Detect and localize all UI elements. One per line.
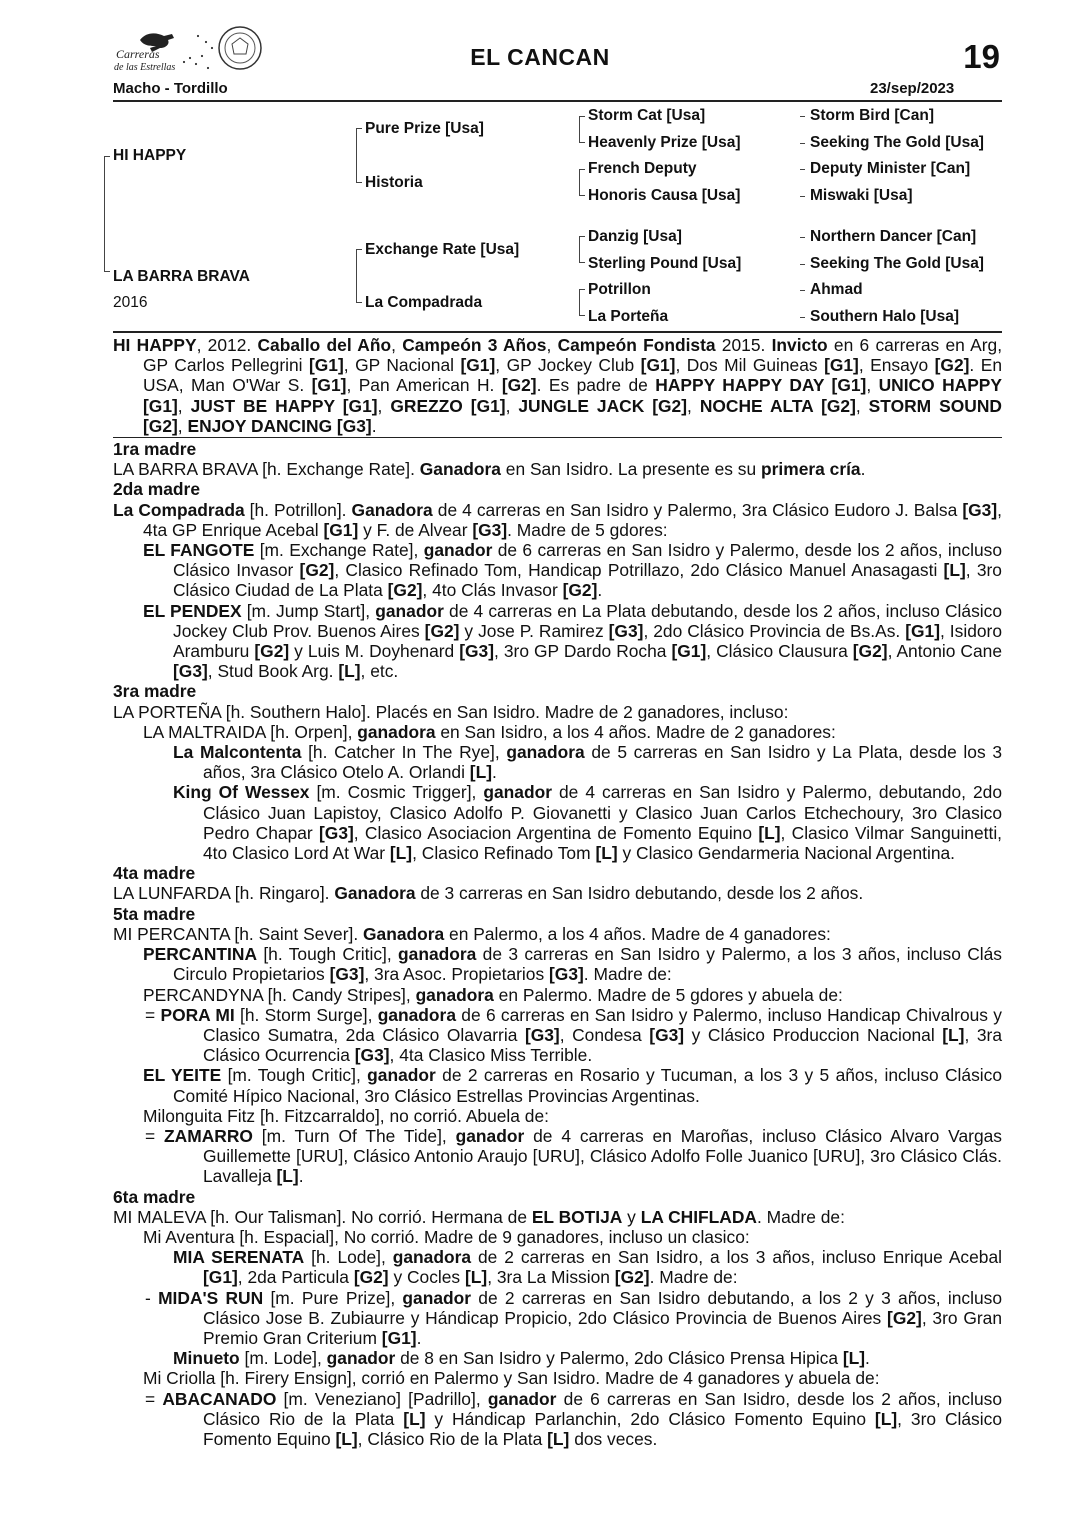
carreras-de-las-estrellas-logo	[112, 24, 277, 80]
text-run: y Clásico Produccion Nacional	[684, 1024, 943, 1045]
bold-text-run: MIA SERENATA	[173, 1247, 305, 1268]
bold-text-run: ganador	[423, 540, 493, 561]
bold-text-run: GREZZO [G1]	[390, 395, 506, 416]
sire-dam: Historia	[365, 174, 423, 191]
sire-paragraph	[113, 335, 1002, 436]
text-run: .	[298, 1166, 304, 1187]
produce-entry	[113, 1288, 1002, 1349]
bold-text-run: [G2]	[424, 620, 460, 641]
bold-text-run: HAPPY HAPPY DAY [G1]	[655, 375, 867, 396]
text-run: , 3ra Clásico Ocurrencia	[203, 1024, 1002, 1066]
foal-year: 2016	[113, 294, 148, 311]
text-run: , etc.	[360, 661, 399, 682]
text-run: . Madre de 5 gdores:	[507, 519, 668, 540]
text-run: , 2da Particula	[237, 1267, 354, 1288]
bold-text-run: JUST BE HAPPY [G1]	[190, 395, 378, 416]
bold-text-run: PERCANTINA	[143, 944, 258, 965]
text-run: =	[145, 1125, 165, 1146]
text-run: .	[860, 459, 866, 480]
bold-text-run: [L]	[547, 1428, 570, 1449]
produce-entry	[113, 1005, 1002, 1066]
dam-sire: Exchange Rate [Usa]	[365, 241, 520, 258]
text-run: y Hándicap Parlanchin, 2do Clásico Fomento Equino	[425, 1408, 875, 1429]
bold-text-run: [G3]	[329, 964, 365, 985]
fourth-dam-paragraph	[113, 883, 1002, 903]
bold-text-run: ganadora	[357, 721, 436, 742]
text-run: , Dos Mil Guineas	[675, 355, 825, 376]
text-run: =	[145, 1004, 161, 1025]
sex-color-label: Macho - Tordillo	[113, 80, 228, 97]
bold-text-run: [G1]	[323, 519, 359, 540]
text-run: en Palermo, a los 4 años. Madre de 4 ganadores:	[444, 923, 831, 944]
bold-text-run: LA CHIFLADA	[640, 1206, 757, 1227]
text-run: Milonguita Fitz [h. Fitzcarraldo], no corrió. Abuela de:	[143, 1105, 549, 1126]
bold-text-run: ganador	[483, 782, 552, 803]
text-run: , Stud Book Arg.	[207, 661, 339, 682]
text-run: de 3 carreras en San Isidro debutando, desde los 2 años.	[415, 883, 864, 904]
text-run: de 8 en San Isidro y Palermo, 2do Clásico Prensa Hipica	[395, 1348, 843, 1369]
bold-text-run: [G2]	[299, 560, 335, 581]
pedigree-g3: Storm Cat [Usa]	[588, 107, 706, 124]
text-run: y Cocles	[388, 1267, 465, 1288]
produce-entry	[113, 601, 1002, 682]
text-run: , 3ra Asoc. Propietarios	[364, 964, 549, 985]
bold-text-run: NOCHE ALTA [G2]	[699, 395, 856, 416]
bold-text-run: [G1]	[671, 641, 707, 662]
bold-text-run: [L]	[595, 843, 618, 864]
pedigree-g3: French Deputy	[588, 160, 697, 177]
bold-text-run: [G2]	[501, 375, 537, 396]
text-run: =	[145, 1388, 163, 1409]
text-run: , Clasico Vilmar Sanguinetti, 4to Clasico Lord At War	[203, 822, 1003, 864]
bold-text-run: EL FANGOTE	[143, 540, 255, 561]
bold-text-run: [G1]	[640, 355, 676, 376]
text-run: [m. Exchange Rate],	[254, 540, 424, 561]
produce-entry	[113, 944, 1002, 984]
bold-text-run: Ganadora	[334, 883, 416, 904]
bold-text-run: [G2]	[353, 1267, 389, 1288]
pedigree-bracket	[579, 289, 580, 316]
text-run: [m. Cosmic Trigger],	[309, 782, 484, 803]
text-run: de 4 carreras en San Isidro y Palermo, 3ra Clásico Eudoro J. Balsa	[432, 499, 963, 520]
produce-entry	[113, 1106, 1002, 1126]
text-run: 2015.	[715, 335, 772, 355]
text-run: , Clásico Rio de la Plata	[357, 1428, 548, 1449]
bold-text-run: Ganadora	[363, 923, 445, 944]
text-run: en 6 carreras en Arg, GP Carlos Pellegrini	[143, 335, 1003, 376]
bold-text-run: STORM SOUND [G2]	[143, 395, 1002, 436]
bold-text-run: EL PENDEX	[143, 600, 242, 621]
text-run: de 3 carreras en San Isidro y Palermo, a los 3 años, incluso Clás Circulo Propietarios	[173, 944, 1003, 985]
text-run: Mi Aventura [h. Espacial], No corrió. Madre de 9 ganadores, incluso un clasico:	[143, 1226, 750, 1247]
bold-text-run: Campeón 3 Años	[402, 335, 547, 355]
text-run: y F. de Alvear	[358, 519, 473, 540]
pedigree-g3: Heavenly Prize [Usa]	[588, 134, 741, 151]
text-run: , Isidoro Aramburu	[173, 620, 1003, 662]
text-run: , Ensayo	[858, 355, 935, 376]
first-dam-paragraph	[113, 459, 1002, 479]
bold-text-run: [G1]	[203, 1267, 238, 1288]
bold-text-run: [G3]	[173, 661, 208, 682]
bold-text-run: ganadora	[415, 984, 494, 1005]
produce-entry	[113, 742, 1002, 782]
bold-text-run: [L]	[469, 762, 493, 783]
pedigree-g4: Deputy Minister [Can]	[810, 160, 971, 177]
text-run: ,	[855, 395, 869, 416]
bold-text-run: Ganadora	[419, 459, 501, 480]
heading-2da-madre: 2da madre	[113, 479, 200, 500]
sire-sire: Pure Prize [Usa]	[365, 120, 484, 137]
bold-text-run: [G3]	[549, 964, 584, 985]
text-run: ,	[177, 395, 191, 416]
horse-name-title: EL CANCAN	[470, 44, 610, 70]
text-run: en San Isidro, a los 4 años. Madre de 2 ganadores:	[435, 721, 836, 742]
text-run: , 3ro Clásico Fomento Equino	[203, 1408, 1002, 1449]
bold-text-run: [G2]	[887, 1307, 922, 1328]
bold-text-run: [L]	[335, 1428, 358, 1449]
bold-text-run: [G2]	[387, 580, 423, 601]
text-run: .	[597, 580, 603, 601]
produce-entry	[113, 1389, 1002, 1450]
text-run: MI MALEVA [h. Our Talisman]. No corrió. Hermana de	[113, 1206, 532, 1227]
text-run: , 3ro Gran Premio Gran Criterium	[203, 1307, 1002, 1348]
pedigree-g4: Northern Dancer [Can]	[810, 228, 977, 245]
sixth-dam-paragraph	[113, 1207, 1002, 1227]
text-run: . Es padre de	[536, 375, 656, 396]
text-run: LA PORTEÑA [h. Southern Halo]. Placés en San Isidro. Madre de 2 ganadores, incluso:	[113, 701, 789, 722]
text-run: de 4 carreras en La Plata debutando, desde los 2 años, incluso Clásico Jockey Club Prov. Buenos Aires	[173, 600, 1002, 641]
text-run: , Antonio Cane	[887, 641, 1003, 662]
bold-text-run: JUNGLE JACK [G2]	[518, 395, 688, 416]
text-run: ,	[687, 395, 700, 416]
text-run: , GP Nacional	[343, 355, 461, 376]
text-run: ,	[377, 395, 391, 416]
svg-text:de las Estrellas: de las Estrellas	[114, 62, 176, 73]
text-run: , 4ta GP Enrique Acebal	[143, 499, 1002, 540]
bold-text-run: PORA MI	[160, 1004, 235, 1025]
text-run: , Clasico Refinado Tom, Handicap Potrillazo, 2do Clásico Manuel Anasagasti	[334, 560, 944, 581]
text-run: de 2 carreras en San Isidro, a los 3 años, incluso Enrique Acebal	[471, 1247, 1002, 1268]
text-run: , GP Jockey Club	[495, 355, 641, 376]
pedigree-g3: Danzig [Usa]	[588, 228, 682, 245]
bold-text-run: ganador	[326, 1348, 396, 1369]
text-run: , 4to Clás Invasor	[422, 580, 563, 601]
produce-entry	[113, 1348, 1002, 1368]
text-run: , 4ta Clasico Miss Terrible.	[389, 1045, 593, 1066]
produce-entry	[113, 782, 1002, 863]
bold-text-run: ganador	[455, 1125, 525, 1146]
text-run: en San Isidro. La presente es su	[500, 459, 762, 480]
header-divider	[113, 100, 1002, 102]
text-run: [m. Veneziano] [Padrillo],	[276, 1388, 488, 1409]
dam-name: LA BARRA BRAVA	[113, 268, 250, 285]
text-run: [h. Lode],	[304, 1247, 393, 1268]
bold-text-run: [G3]	[319, 822, 354, 843]
text-run: [m. Pure Prize],	[263, 1287, 403, 1308]
text-run: de 2 carreras en Rosario y Tucuman, a los 3 y 5 años, incluso Clásico Comité Hípico Nacional, 3ro Clásico Estrellas Provincias Argentinas.	[173, 1065, 1002, 1106]
text-run: [h. Tough Critic],	[257, 944, 399, 965]
bold-text-run: Ganadora	[351, 499, 433, 520]
bold-text-run: Campeón Fondista	[557, 335, 716, 355]
bold-text-run: [G1]	[905, 620, 941, 641]
text-run: .	[371, 415, 377, 436]
text-run: ,	[177, 415, 188, 436]
bold-text-run: [G2]	[852, 641, 888, 662]
bold-text-run: [L]	[874, 1408, 898, 1429]
bold-text-run: EL YEITE	[143, 1065, 222, 1086]
bold-text-run: [G2]	[614, 1267, 650, 1288]
pedigree-g4: Storm Bird [Can]	[810, 107, 934, 124]
text-run: , 2012.	[196, 335, 258, 355]
bold-text-run: [G3]	[354, 1045, 390, 1066]
text-run: , Clasico Asociacion Argentina de Fomento Equino	[353, 822, 759, 843]
bold-text-run: [L]	[403, 1408, 426, 1429]
pedigree-g4: Seeking The Gold [Usa]	[810, 134, 984, 151]
text-run: .	[416, 1327, 422, 1348]
bold-text-run: Caballo del Año	[257, 335, 392, 355]
bold-text-run: [G2]	[254, 641, 290, 662]
text-run: y Jose P. Ramirez	[459, 620, 609, 641]
text-run: [m. Lode],	[239, 1348, 327, 1369]
pedigree-bracket	[356, 249, 357, 303]
pedigree-g4: Seeking The Gold [Usa]	[810, 255, 984, 272]
bold-text-run: [L]	[842, 1348, 866, 1369]
bold-text-run: La Compadrada	[113, 499, 245, 520]
bold-text-run: King Of Wessex	[173, 782, 310, 803]
bold-text-run: Minueto	[173, 1348, 240, 1369]
sire-name: HI HAPPY	[113, 147, 187, 164]
text-run: ,	[391, 335, 403, 355]
text-run: [h. Catcher In The Rye],	[301, 742, 507, 763]
bold-text-run: [G3]	[524, 1024, 560, 1045]
text-run: de 6 carreras en San Isidro y Palermo, desde los 2 años, incluso Clásico Invasor	[173, 540, 1003, 581]
svg-text:Carreras: Carreras	[116, 47, 160, 61]
text-run: . Madre de:	[583, 964, 672, 985]
pedigree-divider	[113, 331, 1002, 333]
bold-text-run: [L]	[464, 1267, 488, 1288]
text-run: -	[145, 1287, 159, 1308]
third-dam-paragraph	[113, 702, 1002, 722]
heading-5ta-madre: 5ta madre	[113, 903, 196, 924]
text-run: , Condesa	[559, 1024, 650, 1045]
bold-text-run: [G3]	[608, 620, 644, 641]
bold-text-run: HI HAPPY	[113, 335, 197, 355]
bold-text-run: ganador	[402, 1287, 472, 1308]
text-run: PERCANDYNA [h. Candy Stripes],	[143, 984, 416, 1005]
text-run: LA LUNFARDA [h. Ringaro].	[113, 883, 335, 904]
text-run: en Palermo. Madre de 5 gdores y abuela de:	[493, 984, 843, 1005]
bold-text-run: [G3]	[962, 499, 998, 520]
text-run: ,	[866, 375, 879, 396]
bold-text-run: ganadora	[398, 944, 477, 965]
text-run: ,	[546, 335, 558, 355]
bold-text-run: ENJOY DANCING [G3]	[187, 415, 372, 436]
pedigree-g4: Ahmad	[810, 281, 863, 298]
bold-text-run: [G3]	[459, 641, 495, 662]
bold-text-run: [G2]	[562, 580, 598, 601]
bold-text-run: ganadora	[506, 742, 585, 763]
text-run: LA BARRA BRAVA [h. Exchange Rate].	[113, 459, 420, 480]
text-run: [m. Tough Critic],	[221, 1065, 368, 1086]
page-number: 19	[963, 38, 1000, 75]
bold-text-run: primera cría	[761, 459, 861, 480]
produce-record	[113, 335, 1002, 1449]
bold-text-run: ganadora	[392, 1247, 472, 1268]
heading-6ta-madre: 6ta madre	[113, 1186, 196, 1207]
text-run: y Luis M. Doyhenard	[289, 641, 460, 662]
text-run: . En USA, Man O'War S.	[143, 355, 1002, 396]
pedigree-bracket	[579, 169, 580, 196]
produce-entry	[113, 1247, 1002, 1287]
text-run: . Madre de:	[649, 1267, 738, 1288]
produce-entry	[113, 1065, 1002, 1105]
pedigree-g4: Miswaki [Usa]	[810, 187, 913, 204]
text-run: , Clásico Clausura	[706, 641, 853, 662]
text-run: de 6 carreras en San Isidro, desde los 2 años, incluso Clásico Rio de la Plata	[203, 1388, 1002, 1429]
bold-text-run: ABACANADO	[162, 1388, 277, 1409]
bold-text-run: [G1]	[381, 1327, 417, 1348]
text-run: de 5 carreras en San Isidro y La Plata, desde los 3 años, 3ra Clásico Otelo A. Orlandi	[203, 742, 1002, 783]
produce-entry	[113, 1227, 1002, 1247]
text-run: .	[492, 762, 497, 783]
bold-text-run: [G1]	[311, 375, 347, 396]
bold-text-run: ganador	[367, 1065, 436, 1086]
pedigree-bracket	[579, 236, 580, 263]
text-run: , Clasico Refinado Tom	[412, 843, 596, 864]
pedigree-bracket	[579, 116, 580, 143]
text-run: ,	[505, 395, 519, 416]
bold-text-run: [G3]	[649, 1024, 685, 1045]
bold-text-run: ganador	[375, 600, 444, 621]
heading-3ra-madre: 3ra madre	[113, 681, 197, 702]
heading-1ra-madre: 1ra madre	[113, 439, 197, 460]
pedigree-g3: Sterling Pound [Usa]	[588, 255, 742, 272]
text-run: de 2 carreras en San Isidro debutando, a los 2 y 3 años, incluso Clásico Jose B. Zubiaurre y Hándicap Propicio, 2do Clásico Provincia de Buenos Aires	[203, 1287, 1002, 1328]
bold-text-run: [L]	[276, 1166, 299, 1187]
pedigree-bracket	[356, 128, 357, 183]
bold-text-run: [L]	[338, 661, 361, 682]
text-run: [h. Storm Surge],	[234, 1004, 378, 1025]
text-run: , 3ro GP Dardo Rocha	[494, 641, 672, 662]
bold-text-run: [G1]	[308, 355, 344, 376]
text-run: [m. Jump Start],	[241, 600, 376, 621]
text-run: y Clasico Gendarmeria Nacional Argentina.	[617, 843, 956, 864]
pedigree-bracket	[104, 156, 105, 272]
text-run: [m. Turn Of The Tide],	[252, 1125, 456, 1146]
pedigree-g3: Honoris Causa [Usa]	[588, 187, 741, 204]
text-run: . Madre de:	[756, 1206, 845, 1227]
dam-dam: La Compadrada	[365, 294, 483, 311]
text-run: LA MALTRAIDA [h. Orpen],	[143, 721, 358, 742]
text-run: de 6 carreras en San Isidro y Palermo, incluso Handicap Chivalrous y Clasico Sumatra, 2da Clásico Olavarria	[203, 1004, 1002, 1045]
text-run: de 4 carreras en Maroñas, incluso Clásico Alvaro Vargas Guillemette [URU], Clásico Antonio Araujo [URU], Clásico Adolfo Folle Juanico [URU], 3ro Clásico Clás. Lavalleja	[203, 1125, 1002, 1187]
pedigree-g3: La Porteña	[588, 308, 669, 325]
bold-text-run: ganadora	[377, 1004, 456, 1025]
text-run: y	[622, 1206, 641, 1227]
fifth-dam-paragraph	[113, 924, 1002, 944]
produce-entry	[113, 722, 1002, 742]
bold-text-run: [G1]	[460, 355, 496, 376]
second-dam-paragraph	[113, 500, 1002, 540]
text-run: , 3ro Clásico Ciudad de La Plata	[173, 560, 1002, 601]
text-run: , Pan American H.	[346, 375, 502, 396]
section-divider	[113, 437, 1002, 438]
bold-text-run: [L]	[943, 560, 966, 581]
produce-entry	[113, 540, 1002, 601]
text-run: dos veces.	[569, 1428, 658, 1449]
bold-text-run: [L]	[758, 822, 781, 843]
bold-text-run: La Malcontenta	[173, 742, 302, 763]
text-run: .	[865, 1348, 870, 1369]
bold-text-run: MIDA'S RUN	[158, 1287, 264, 1308]
text-run: , 3ra La Mission	[487, 1267, 615, 1288]
produce-entry	[113, 985, 1002, 1005]
text-run: de 4 carreras en San Isidro y Palermo, debutando, 2do Clásico Juan Lapistoy, Clasico Adolfo P. Giovanetti y Clasico Juan Carlos Etchechoury, 3ro Clasico Pedro Chapar	[203, 782, 1002, 843]
catalog-date: 23/sep/2023	[870, 80, 955, 97]
bold-text-run: [G3]	[472, 519, 508, 540]
produce-entry	[113, 1126, 1002, 1187]
bold-text-run: ganador	[487, 1388, 557, 1409]
bold-text-run: EL BOTIJA	[531, 1206, 623, 1227]
produce-entry	[113, 1368, 1002, 1388]
text-run: Mi Criolla [h. Firery Ensign], corrió en Palermo y San Isidro. Madre de 4 ganadores y abuela de:	[143, 1368, 880, 1389]
pedigree-g3: Potrillon	[588, 281, 651, 298]
pedigree-g4: Southern Halo [Usa]	[810, 308, 959, 325]
text-run: [h. Potrillon].	[244, 499, 352, 520]
bold-text-run: [G1]	[824, 355, 859, 376]
bold-text-run: ZAMARRO	[164, 1125, 253, 1146]
text-run: MI PERCANTA [h. Saint Sever].	[113, 923, 363, 944]
text-run: , 2do Clásico Provincia de Bs.As.	[643, 620, 906, 641]
bold-text-run: Invicto	[771, 335, 828, 355]
bold-text-run: [L]	[942, 1024, 965, 1045]
heading-4ta-madre: 4ta madre	[113, 863, 196, 884]
bold-text-run: [L]	[389, 843, 413, 864]
bold-text-run: [G2]	[934, 355, 970, 376]
bold-text-run: UNICO HAPPY [G1]	[143, 375, 1002, 416]
